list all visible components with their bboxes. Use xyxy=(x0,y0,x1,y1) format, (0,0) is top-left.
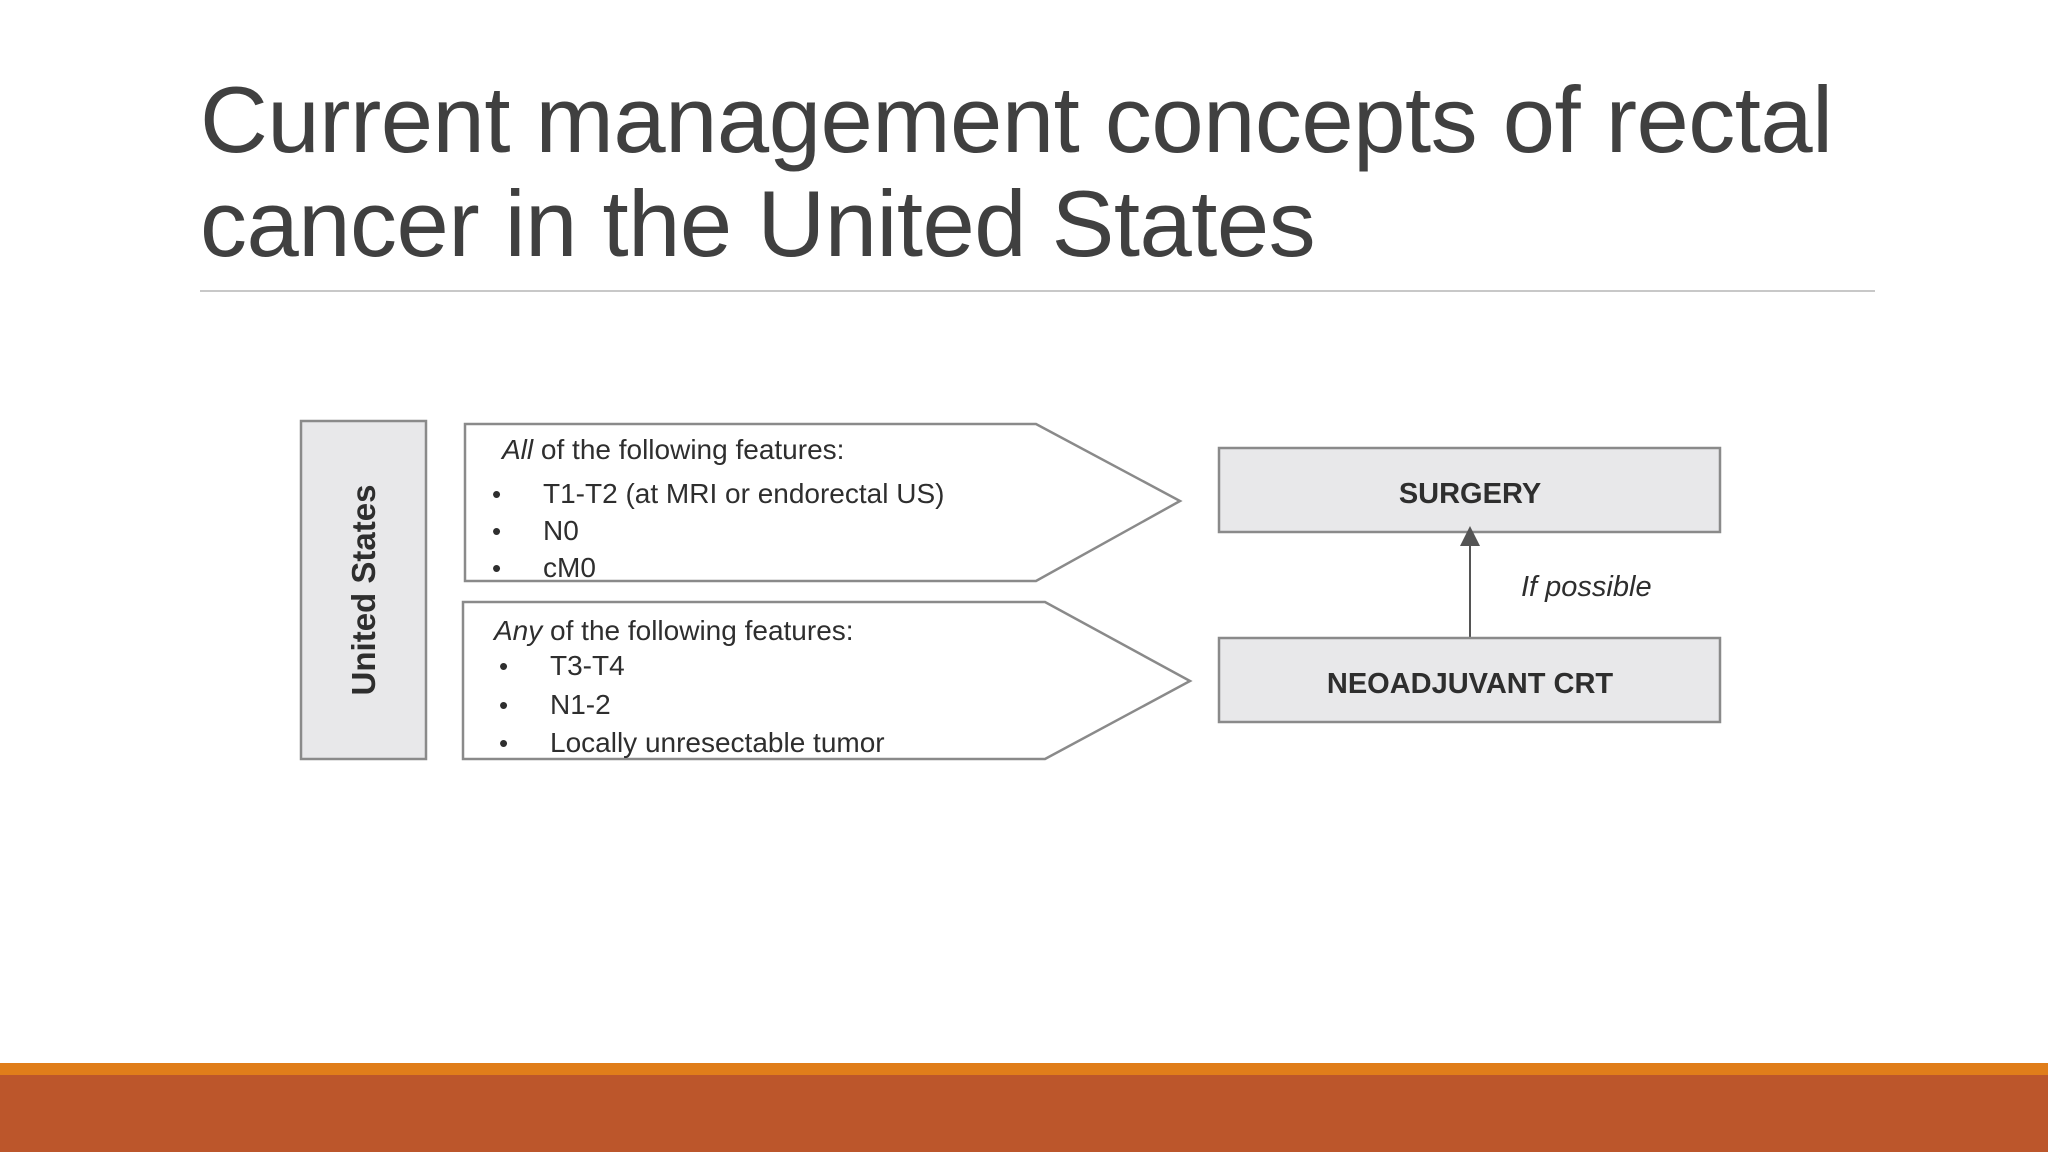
footer-band xyxy=(0,1075,2048,1152)
region-label-box xyxy=(301,421,426,759)
neoadjuvant-box xyxy=(1219,638,1720,722)
surgery-label: SURGERY xyxy=(1398,478,1542,510)
lower-heading-rest: of the following features: xyxy=(542,615,854,646)
lower-criteria-item: N1-2 xyxy=(550,689,611,720)
upper-criteria-item: N0 xyxy=(543,515,579,546)
bullet-icon: • xyxy=(499,690,509,720)
upper-criteria-item: T1-T2 (at MRI or endorectal US) xyxy=(543,478,945,509)
lower-criteria-item: T3-T4 xyxy=(550,650,625,681)
bullet-icon: • xyxy=(492,479,502,509)
neoadjuvant-label: NEOADJUVANT CRT xyxy=(1326,668,1614,700)
region-label: United States xyxy=(345,484,382,696)
upper-heading-rest: of the following features: xyxy=(533,434,845,465)
upper-criteria-heading xyxy=(500,434,844,465)
bullet-icon: • xyxy=(492,516,502,546)
bullet-icon: • xyxy=(492,553,502,583)
footer-accent-stripe xyxy=(0,1063,2048,1075)
title-line-2: cancer in the United States xyxy=(200,171,1316,276)
surgery-box xyxy=(1219,448,1720,532)
lower-criteria-box xyxy=(463,602,1190,759)
lower-criteria-item: Locally unresectable tumor xyxy=(550,727,885,758)
lower-criteria-heading xyxy=(492,615,854,646)
upper-criteria-box xyxy=(465,424,1180,583)
bullet-icon: • xyxy=(499,651,509,681)
bullet-icon: • xyxy=(499,728,509,758)
title-line-1: Current management concepts of rectal xyxy=(200,67,1833,172)
upper-criteria-item: cM0 xyxy=(543,552,596,583)
lower-heading-emphasis: Any xyxy=(494,615,543,646)
connector-label: If possible xyxy=(1521,571,1652,603)
upper-heading-emphasis: All xyxy=(502,434,534,465)
